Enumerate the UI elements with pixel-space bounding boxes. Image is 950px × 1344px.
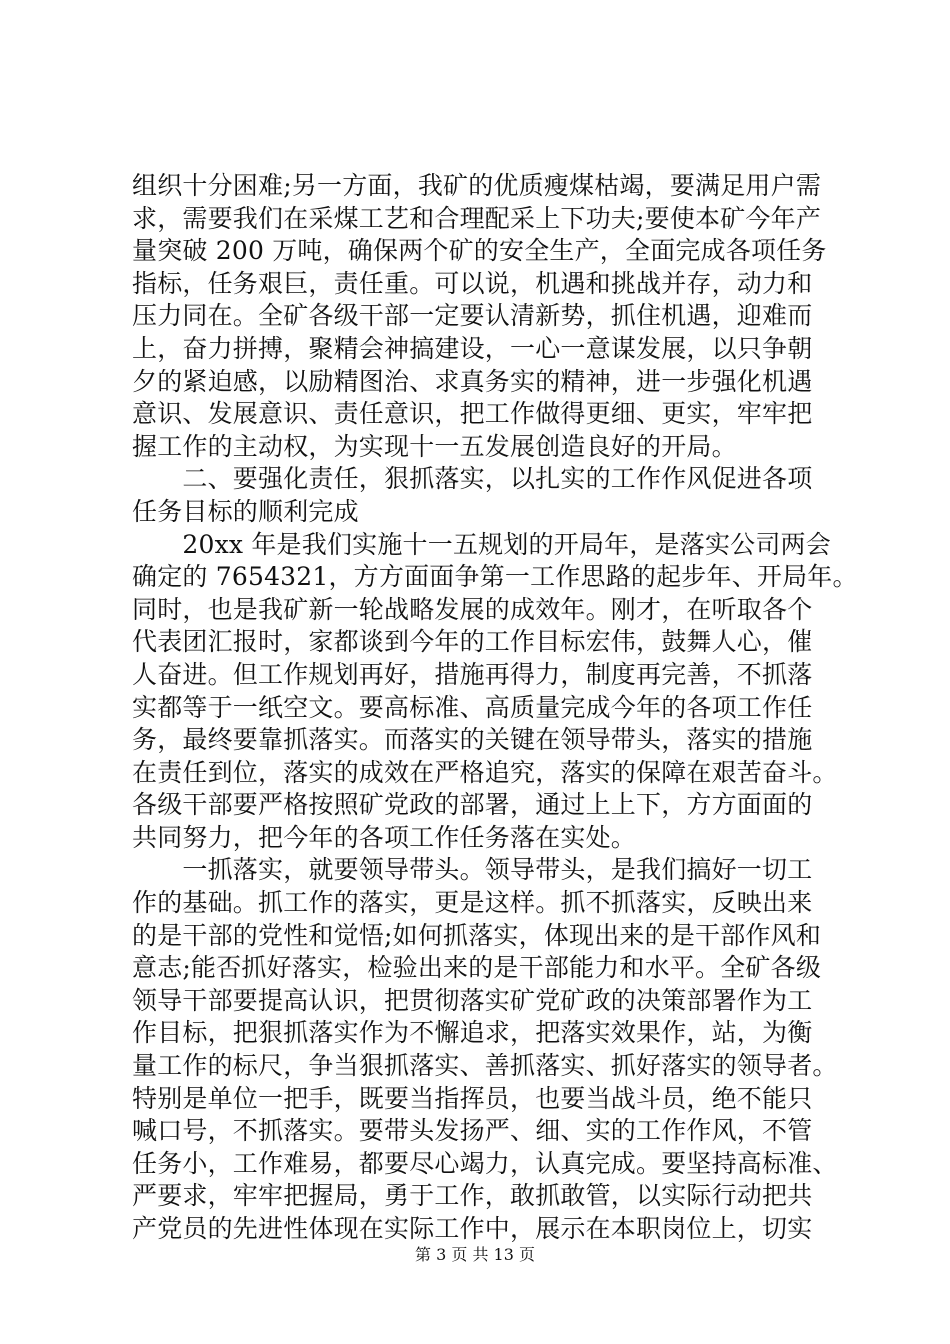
text-line: 在责任到位，落实的成效在严格追究，落实的保障在艰苦奋斗。 <box>132 757 838 787</box>
text-line: 代表团汇报时，家都谈到今年的工作目标宏伟，鼓舞人心，催 <box>132 627 813 657</box>
text-line: 产党员的先进性体现在实际工作中，展示在本职岗位上，切实 <box>132 1214 813 1243</box>
text-line: 压力同在。全矿各级干部一定要认清新势，抓住机遇，迎难而 <box>132 301 813 331</box>
text-line: 的是干部的党性和觉悟;如何抓落实，体现出来的是干部作风和 <box>132 920 822 950</box>
text-line: 严要求，牢牢把握局，勇于工作，敢抓敢管，以实际行动把共 <box>132 1181 813 1211</box>
text-line: 求，需要我们在采煤工艺和合理配采上下功夫;要使本矿今年产 <box>132 203 822 233</box>
page-footer: 第 3 页 共 13 页 <box>415 1245 535 1264</box>
text-line: 夕的紧迫感，以励精图治、求真务实的精神，进一步强化机遇 <box>132 366 813 396</box>
text-line: 量工作的标尺，争当狠抓落实、善抓落实、抓好落实的领导者。 <box>132 1051 838 1081</box>
text-line: 领导干部要提高认识，把贯彻落实矿党矿政的决策部署作为工 <box>132 985 813 1015</box>
text-line: 各级干部要严格按照矿党政的部署，通过上上下，方方面面的 <box>132 790 813 820</box>
text-line: 握工作的主动权，为实现十一五发展创造良好的开局。 <box>132 431 737 461</box>
section-heading-line: 二、要强化责任，狠抓落实，以扎实的工作作风促进各项 <box>132 464 813 494</box>
text-line: 喊口号，不抓落实。要带头发扬严、细、实的工作作风，不管 <box>132 1116 813 1146</box>
text-line: 上，奋力拼搏，聚精会神搞建设，一心一意谋发展，以只争朝 <box>132 333 813 363</box>
text-line: 20xx 年是我们实施十一五规划的开局年，是落实公司两会 <box>132 529 831 559</box>
body-text <box>132 170 858 1246</box>
text-line: 任务小，工作难易，都要尽心竭力，认真完成。要坚持高标准、 <box>132 1148 838 1178</box>
section-heading-line: 任务目标的顺利完成 <box>132 496 359 526</box>
text-line: 一抓落实，就要领导带头。领导带头，是我们搞好一切工 <box>132 855 813 885</box>
text-line: 人奋进。但工作规划再好，措施再得力，制度再完善，不抓落 <box>132 659 813 689</box>
text-line: 意志;能否抓好落实，检验出来的是干部能力和水平。全矿各级 <box>132 953 822 983</box>
text-line: 作的基础。抓工作的落实，更是这样。抓不抓落实，反映出来 <box>132 888 813 918</box>
text-line: 务，最终要靠抓落实。而落实的关键在领导带头，落实的措施 <box>132 725 813 755</box>
text-line: 作目标，把狠抓落实作为不懈追求，把落实效果作，站，为衡 <box>132 1018 813 1048</box>
text-line: 实都等于一纸空文。要高标准、高质量完成今年的各项工作任 <box>132 692 813 722</box>
text-line: 量突破 200 万吨，确保两个矿的安全生产，全面完成各项任务 <box>132 236 827 266</box>
text-line: 同时，也是我矿新一轮战略发展的成效年。刚才，在听取各个 <box>132 594 813 624</box>
text-line: 意识、发展意识、责任意识，把工作做得更细、更实，牢牢把 <box>132 399 813 429</box>
text-line: 特别是单位一把手，既要当指挥员，也要当战斗员，绝不能只 <box>132 1083 813 1113</box>
text-line: 确定的 7654321，方方面面争第一工作思路的起步年、开局年。 <box>132 562 858 592</box>
text-line: 组织十分困难;另一方面，我矿的优质瘦煤枯竭，要满足用户需 <box>132 171 822 200</box>
text-line: 共同努力，把今年的各项工作任务落在实处。 <box>132 822 637 852</box>
text-line: 指标，任务艰巨，责任重。可以说，机遇和挑战并存，动力和 <box>132 268 813 298</box>
